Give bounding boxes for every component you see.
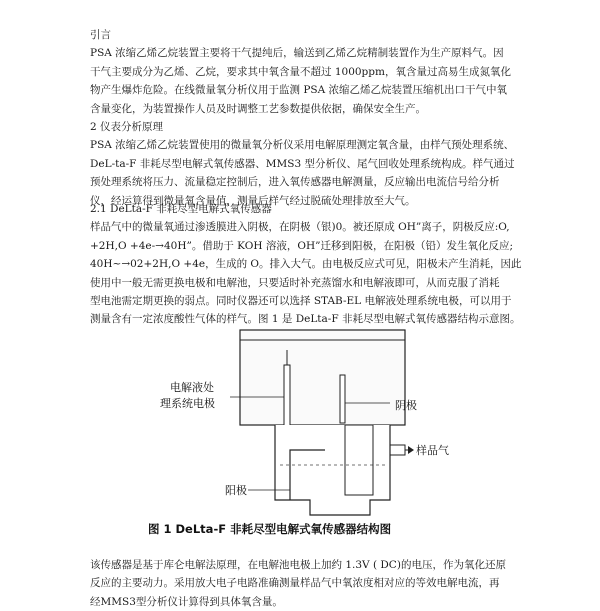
paragraph-line: 样品气中的微量氧通过渗透膜进入阴极，在阴极（银)0。被还原成 OH”离子，阴极反应:O, — [90, 221, 510, 234]
section-intro — [90, 26, 514, 118]
paragraph-line: 物产生爆炸危险。在线微量氧分析仪用于监测 PSA 浓缩乙烯乙烷装置压缩机出口干气中氧 — [90, 84, 508, 97]
sample-gas-arrow-icon — [408, 446, 414, 454]
paragraph-line: DeL-ta-F 非耗尽型电解式氧传感器、MMS3 型分析仪、尾气回收处理系统构成。样气通过 — [90, 157, 515, 170]
electrolyte-electrode — [284, 365, 290, 430]
section-heading: 2.1 DeLta-F 非耗尽型电解式氧传感器 — [90, 203, 272, 215]
paragraph-line: 经MMS3型分析仪计算得到具体氧含量。 — [90, 595, 283, 608]
sensor-housing — [240, 330, 405, 425]
section-sensor — [90, 200, 522, 329]
label-sample-gas: 样品气 — [416, 444, 449, 457]
paragraph-line: PSA 浓缩乙烯乙烷装置使用的微量氧分析仪采用电解原理测定氧含量，由样气预处理系统、 — [90, 139, 515, 152]
paragraph-line: 反应的主要动力。采用放大电子电路准确测量样品气中氧浓度相对应的等效电解电流，再 — [90, 577, 500, 590]
paragraph-line: 仪，经运算得到微量氧含量值，测量后样气经过脱硫处理排放至大气。 — [90, 194, 416, 207]
figure-caption: 图 1 DeLta-F 非耗尽型电解式氧传感器结构图 — [148, 522, 392, 536]
paragraph-line: 测量含有一定浓度酸性气体的样气。图 1 是 DeLta-F 非耗尽型电解式氧传感器结构示意图。 — [90, 313, 521, 326]
label-cathode: 阴极 — [395, 399, 417, 412]
paragraph-line: 该传感器是基于库仑电解法原理，在电解池电极上加约 1.3V ( DC)的电压，作为氧化还原 — [90, 559, 506, 571]
sensor-diagram — [140, 325, 450, 545]
paragraph-line: 干气主要成分为乙烯、乙烷，要求其中氧含量不超过 1000ppm，氧含量过高易生成氮氧化 — [90, 65, 511, 78]
figure-sensor-structure — [140, 325, 450, 545]
section-tail — [90, 556, 514, 611]
label-electrolyte-electrode-1: 电解液处 — [170, 381, 214, 394]
label-electrolyte-electrode-2: 理系统电极 — [160, 397, 215, 410]
section-heading: 引言 — [90, 29, 111, 41]
paragraph-line: +2H,O +4e-→40H”。借助于 KOH 溶液，OH”迁移到阳极，在阳极（铅）发生氧化反应; — [90, 239, 514, 252]
paragraph-line: 预处理系统将压力、流量稳定控制后，进入氧传感器电解测量，反应输出电流信号给分析 — [90, 176, 500, 189]
paragraph-line: 含量变化，为装置操作人员及时调整工艺参数提供依据，确保安全生产。 — [90, 102, 426, 115]
paragraph-line: 型电池需定期更换的弱点。同时仪器还可以选择 STAB-EL 电解液处理系统电极，可以用于 — [90, 294, 512, 307]
section-heading: 2 仪表分析原理 — [90, 121, 164, 133]
paragraph-line: 40H~→02+2H,O +4e，生成的 O。排入大气。由电极反应式可见，阳极未产生消耗，因此 — [90, 258, 522, 271]
sample-gas-inlet — [390, 445, 405, 455]
label-anode: 阳极 — [225, 484, 247, 497]
section-analysis-principle — [90, 118, 514, 210]
paragraph-line: 使用中一般无需更换电极和电解池，只要适时补充蒸馏水和电解液即可，从而克服了消耗 — [90, 276, 500, 289]
cathode-rod — [340, 375, 345, 423]
paragraph-line: PSA 浓缩乙烯乙烷装置主要将干气提纯后，输送到乙烯乙烷精制装置作为生产原料气。因 — [90, 47, 504, 60]
